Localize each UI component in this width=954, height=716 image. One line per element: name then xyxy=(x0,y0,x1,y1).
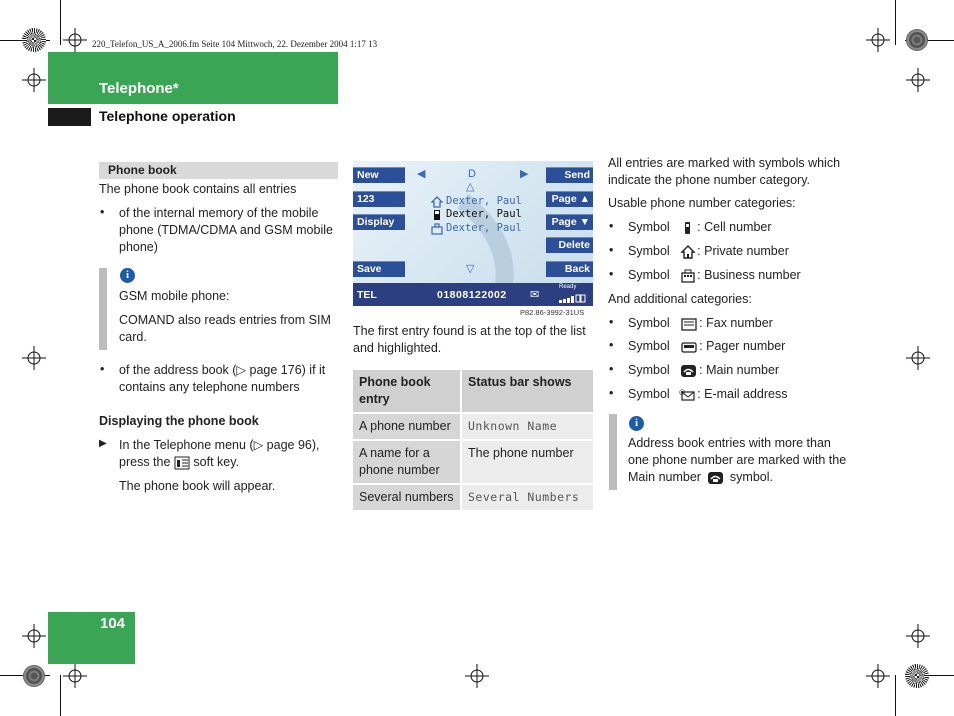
main-number-phone-icon xyxy=(677,364,699,378)
symbol-word: Symbol xyxy=(628,316,670,330)
softkey-delete[interactable]: Delete xyxy=(546,237,593,253)
symbol-row-email xyxy=(628,386,787,403)
symbol-word: Symbol xyxy=(628,387,670,401)
image-reference: P82.86-3992-31US xyxy=(520,308,585,317)
softkey-page-down[interactable]: Page ▼ xyxy=(546,214,593,230)
softkey-save[interactable]: Save xyxy=(353,261,405,277)
scroll-up-icon[interactable]: △ xyxy=(466,181,475,193)
signal-strength-icon xyxy=(559,294,587,303)
symbols-intro: All entries are marked with symbols which indicate the phone number category. xyxy=(608,156,841,187)
category-label: : Fax number xyxy=(699,316,773,330)
status-label: TEL xyxy=(357,289,377,301)
info-bar xyxy=(609,414,617,490)
registration-star-bottom-right xyxy=(905,664,929,688)
table-header-cell: Phone book entry xyxy=(353,370,461,413)
step-text-tail: soft key. xyxy=(193,455,240,469)
building-icon xyxy=(677,269,697,283)
softkey-display[interactable]: Display xyxy=(353,214,405,230)
step-text xyxy=(119,437,339,471)
table-row xyxy=(353,413,593,440)
phonebook-softkey-icon xyxy=(174,455,190,471)
message-envelope-icon: ✉ xyxy=(530,289,540,301)
bullet-dot: • xyxy=(100,205,105,219)
intro-text: The phone book contains all entries xyxy=(99,182,297,196)
step-arrow: ▶ xyxy=(99,438,107,449)
softkey-send[interactable]: Send xyxy=(546,167,593,183)
info-title: GSM mobile phone: xyxy=(119,289,230,303)
entry-private[interactable]: Dexter, Paul xyxy=(446,195,522,207)
business-number-icon xyxy=(431,223,443,235)
entry-business[interactable]: Dexter, Paul xyxy=(446,222,522,234)
result-text: The phone book will appear. xyxy=(119,479,276,493)
chapter-band xyxy=(48,52,338,104)
private-number-icon xyxy=(431,196,443,208)
table-row xyxy=(353,484,593,511)
info-text-main: Address book entries with more than one phone number are marked with the Main number xyxy=(628,436,847,484)
symbol-word: Symbol xyxy=(628,339,670,353)
table-cell: Unknown Name xyxy=(461,413,593,440)
house-icon xyxy=(677,245,697,259)
category-label: : Private number xyxy=(697,244,789,258)
main-number-phone-icon xyxy=(704,471,726,485)
entry-cell-highlighted[interactable]: Dexter, Paul xyxy=(446,208,522,220)
bullet-dot: • xyxy=(609,243,614,257)
letter-right-arrow-icon[interactable]: ▶ xyxy=(520,168,529,180)
table-cell: Several Numbers xyxy=(461,484,593,511)
usable-categories-label: Usable phone number categories: xyxy=(608,196,796,210)
category-label: : Main number xyxy=(699,363,780,377)
table-cell: The phone number xyxy=(461,440,593,484)
bullet-internal-memory: of the internal memory of the mobile phone (TDMA/CDMA and GSM mobile phone) xyxy=(119,206,333,254)
cell-phone-icon xyxy=(677,221,697,235)
table-cell: A phone number xyxy=(353,413,461,440)
pager-icon xyxy=(677,340,699,354)
letter-selector: D xyxy=(468,168,476,180)
registration-star-top-left xyxy=(22,28,46,52)
email-icon xyxy=(677,388,697,402)
symbol-row-business xyxy=(628,267,801,284)
phone-book-section-bar xyxy=(99,162,338,179)
displaying-heading: Displaying the phone book xyxy=(99,414,259,428)
page-number: 104 xyxy=(100,615,126,632)
bullet-dot: • xyxy=(609,267,614,281)
category-label: : Pager number xyxy=(699,339,786,353)
bullet-dot: • xyxy=(609,386,614,400)
info-text: COMAND also reads entries from SIM card. xyxy=(119,313,331,344)
symbol-word: Symbol xyxy=(628,268,670,282)
info-text-tail: symbol. xyxy=(729,470,773,484)
category-label: : E-mail address xyxy=(697,387,788,401)
softkey-back[interactable]: Back xyxy=(546,261,593,277)
bullet-dot: • xyxy=(100,362,105,376)
symbol-row-cell xyxy=(628,219,772,236)
symbol-row-pager xyxy=(628,338,785,355)
bullet-dot: • xyxy=(609,338,614,352)
symbol-row-main xyxy=(628,362,779,379)
table-cell: Several numbers xyxy=(353,484,461,511)
svg-text:@: @ xyxy=(679,388,686,396)
softkey-new[interactable]: New xyxy=(353,167,405,183)
softkey-page-up[interactable]: Page ▲ xyxy=(546,191,593,207)
info-bar xyxy=(99,268,107,350)
registration-disc-bottom-left xyxy=(23,665,45,687)
info-icon: i xyxy=(120,268,135,283)
step-text-main: In the Telephone menu (▷ page 96), press the xyxy=(119,438,320,469)
bullet-dot: • xyxy=(609,362,614,376)
section-title: Telephone operation xyxy=(99,108,236,124)
status-table xyxy=(353,370,593,512)
section-bar-label: Phone book xyxy=(108,163,177,177)
letter-left-arrow-icon[interactable]: ◀ xyxy=(417,168,426,180)
table-header-row xyxy=(353,370,593,413)
softkey-123[interactable]: 123 xyxy=(353,191,405,207)
bullet-dot: • xyxy=(609,219,614,233)
chapter-title: Telephone* xyxy=(99,80,179,97)
comand-display xyxy=(353,161,593,306)
symbol-word: Symbol xyxy=(628,220,670,234)
registration-disc-top-right xyxy=(906,29,928,51)
file-meta-line: 220_Telefon_US_A_2006.fm Seite 104 Mittwoch, 22. Dezember 2004 1:17 13 xyxy=(92,39,378,49)
bullet-address-book: of the address book (▷ page 176) if it contains any telephone numbers xyxy=(119,363,326,394)
cell-number-icon xyxy=(431,209,443,221)
symbol-row-private xyxy=(628,243,789,260)
scroll-down-icon[interactable]: ▽ xyxy=(466,263,475,275)
table-header-cell: Status bar shows xyxy=(461,370,593,413)
table-cell: A name for a phone number xyxy=(353,440,461,484)
section-marker xyxy=(48,108,91,126)
symbol-row-fax xyxy=(628,315,773,332)
symbol-word: Symbol xyxy=(628,363,670,377)
info-address-book-text xyxy=(628,435,853,486)
status-number: 01808122002 xyxy=(437,289,507,301)
additional-categories-label: And additional categories: xyxy=(608,292,752,306)
table-row xyxy=(353,440,593,484)
screen-caption: The first entry found is at the top of the list and highlighted. xyxy=(353,324,586,355)
fax-icon xyxy=(677,317,699,331)
category-label: : Cell number xyxy=(697,220,772,234)
status-ready: Ready xyxy=(559,284,577,290)
symbol-word: Symbol xyxy=(628,244,670,258)
bullet-dot: • xyxy=(609,315,614,329)
status-bar xyxy=(353,283,593,306)
category-label: : Business number xyxy=(697,268,801,282)
info-icon: i xyxy=(629,416,644,431)
